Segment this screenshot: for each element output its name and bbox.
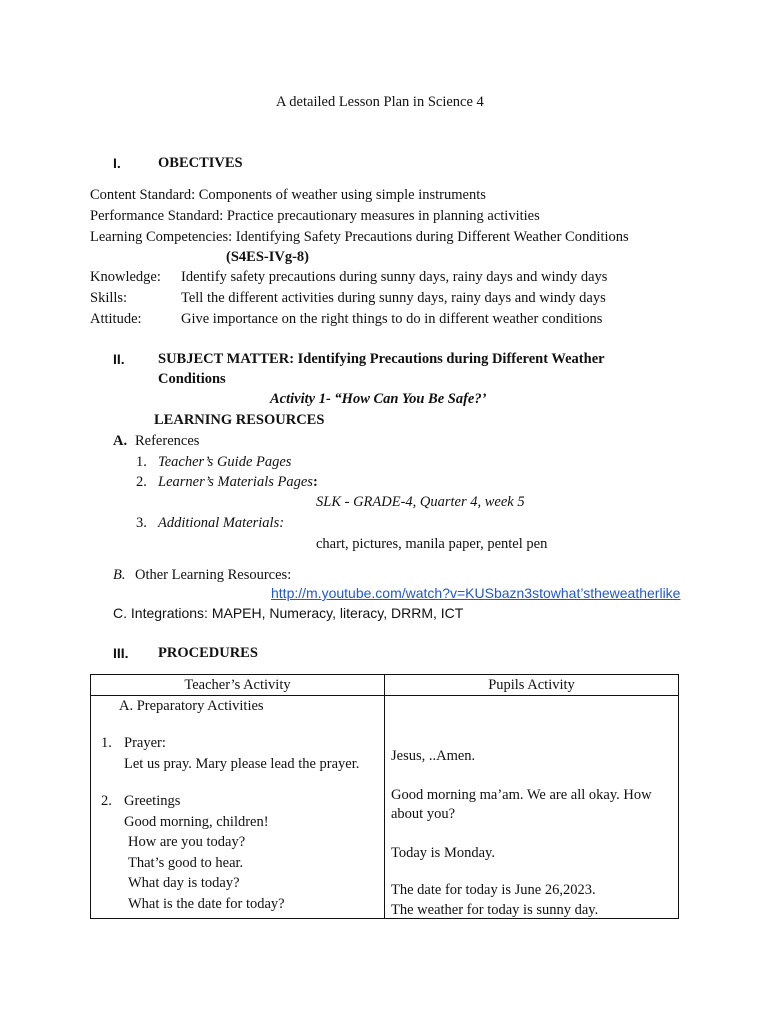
domain-text-attitude: Give importance on the right things to do in different weather conditions [181, 311, 603, 327]
greeting-reply: Good morning ma’am. We are all okay. How [391, 787, 652, 803]
table-header-row [91, 675, 679, 696]
domain-label-skills: Skills: [90, 290, 128, 306]
ref-item-colon: : [312, 474, 318, 490]
greeting-line: What is the date for today? [128, 896, 285, 912]
procedures-numeral: III. [113, 645, 129, 661]
prayer-reply: Jesus, ..Amen. [391, 748, 476, 764]
youtube-link[interactable]: http://m.youtube.com/watch?v=KUSbazn3stowhat’stheweatherlike [271, 585, 681, 601]
ref-item-number: 2. [136, 474, 147, 490]
procedures-heading: PROCEDURES [158, 645, 258, 661]
greetings-label: Greetings [124, 793, 181, 809]
subject-matter-heading: SUBJECT MATTER: Identifying Precautions during Different Weather [158, 351, 605, 367]
weather-reply: The weather for today is sunny day. [391, 902, 599, 918]
teacher-activity-cell [91, 696, 385, 919]
greeting-line: That’s good to hear. [128, 855, 244, 871]
day-reply: Today is Monday. [391, 845, 495, 861]
references-label: References [135, 433, 200, 449]
greeting-line: What day is today? [128, 875, 240, 891]
ref-item-teachers-guide: Teacher’s Guide Pages [158, 454, 292, 470]
references-letter: A. [113, 433, 128, 449]
prayer-number: 1. [101, 735, 112, 751]
domain-label-attitude: Attitude: [90, 311, 142, 327]
ref-item-additional-materials: Additional Materials: [158, 515, 285, 531]
procedures-table [90, 674, 679, 919]
subject-matter-heading-cont: Conditions [158, 371, 226, 387]
teacher-activity-header: Teacher’s Activity [91, 675, 385, 696]
prayer-text: Let us pray. Mary please lead the prayer. [124, 756, 360, 772]
ref-item-learners-materials-text: Learner’s Materials Pages [158, 474, 313, 490]
domain-text-knowledge: Identify safety precautions during sunny days, rainy days and windy days [181, 269, 608, 285]
pupils-activity-header: Pupils Activity [385, 675, 679, 696]
other-resources-letter: B. [113, 567, 126, 583]
materials-list: chart, pictures, manila paper, pentel pen [316, 536, 548, 552]
ref-item-number: 3. [136, 515, 147, 531]
other-resources-label: Other Learning Resources: [135, 567, 292, 583]
preparatory-activities: A. Preparatory Activities [119, 698, 264, 714]
integrations: C. Integrations: MAPEH, Numeracy, literacy, DRRM, ICT [113, 605, 464, 621]
greeting-line: How are you today? [128, 834, 246, 850]
greetings-number: 2. [101, 793, 112, 809]
table-row [91, 696, 679, 919]
domain-label-knowledge: Knowledge: [90, 269, 161, 285]
ref-item-number: 1. [136, 454, 147, 470]
date-reply: The date for today is June 26,2023. [391, 882, 596, 898]
greeting-reply-cont: about you? [391, 806, 456, 822]
pupils-activity-cell [385, 696, 679, 919]
competency-code: (S4ES-IVg-8) [226, 249, 309, 265]
activity-title: Activity 1- “How Can You Be Safe?’ [270, 391, 487, 407]
objectives-numeral: I. [113, 155, 121, 171]
greeting-line: Good morning, children! [124, 814, 269, 830]
learning-resources-heading: LEARNING RESOURCES [154, 412, 325, 428]
subject-matter-numeral: II. [113, 351, 125, 367]
document-title: A detailed Lesson Plan in Science 4 [276, 94, 484, 110]
content-standard: Content Standard: Components of weather using simple instruments [90, 187, 486, 203]
ref-item-learners-materials [158, 474, 318, 491]
performance-standard: Performance Standard: Practice precautionary measures in planning activities [90, 208, 540, 224]
prayer-label: Prayer: [124, 735, 166, 751]
slk-reference: SLK - GRADE-4, Quarter 4, week 5 [316, 494, 525, 510]
domain-text-skills: Tell the different activities during sunny days, rainy days and windy days [181, 290, 606, 306]
objectives-heading: OBECTIVES [158, 155, 243, 171]
learning-competencies: Learning Competencies: Identifying Safety Precautions during Different Weather Conditions [90, 229, 629, 245]
